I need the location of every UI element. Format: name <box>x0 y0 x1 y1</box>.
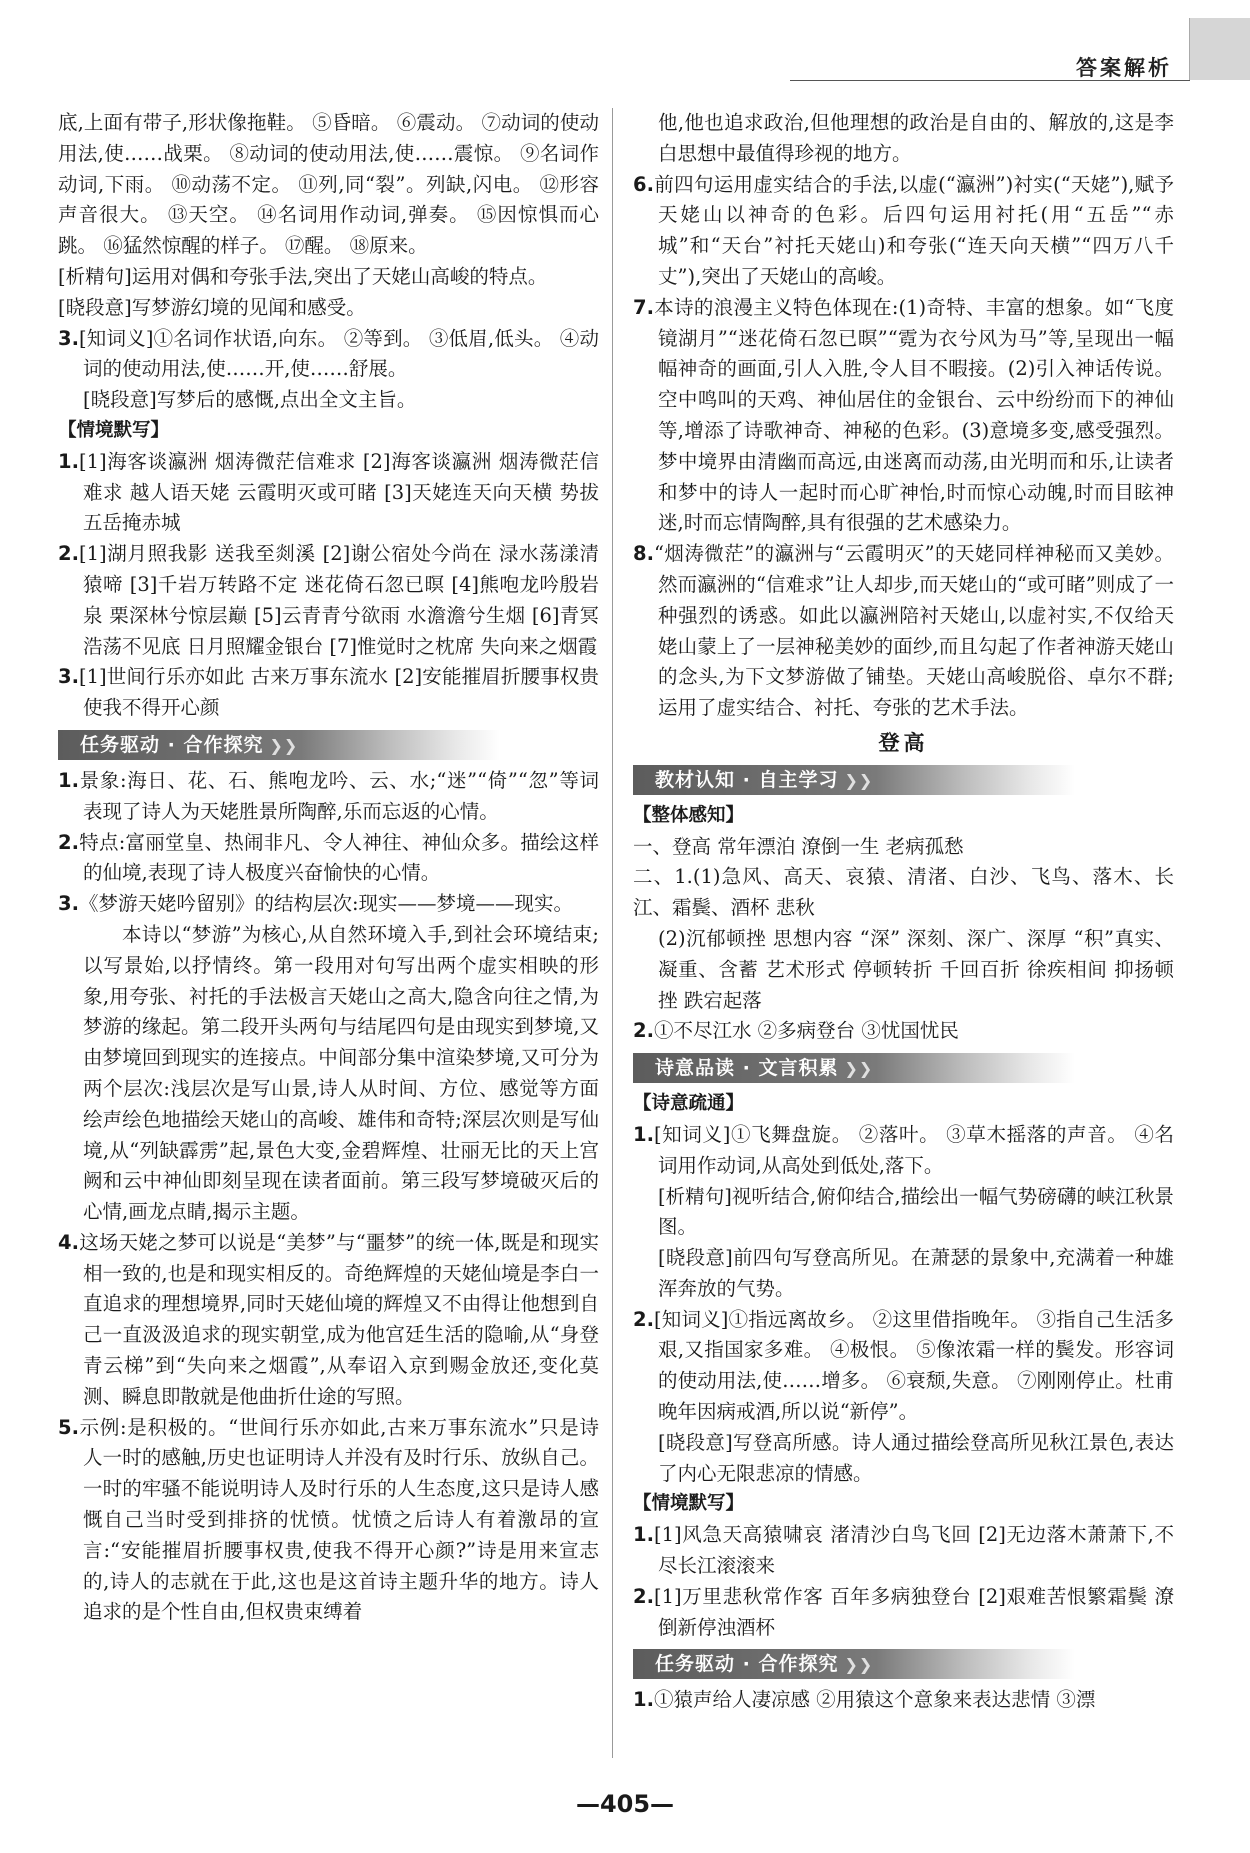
answer-item: 1.①猿声给人凄凉感 ②用猿这个意象来表达悲情 ③漂 <box>633 1688 1096 1712</box>
column-divider <box>612 108 613 1758</box>
answer-item: 1.[知词义]①飞舞盘旋。 ②落叶。 ③草木摇落的声音。 ④名词用作动词,从高处到低处,落下。 <box>633 1122 1174 1177</box>
answer-item: 8.“烟涛微茫”的瀛洲与“云霞明灭”的天姥同样神秘而又美妙。然而瀛洲的“信难求”让人却步,而天姥山的“或可睹”则成了一种强烈的诱惑。如此以瀛洲陪衬天姥山,以虚衬实,不仅给天姥山蒙上了一层神秘美妙的面纱,而且勾起了作者神游天姥山的念头,为下文梦游做了铺垫。天姥山高峻脱俗、卓尔不群;运用了虚实结合、衬托、夸张的艺术手法。 <box>633 542 1174 720</box>
chevron-right-icon: ❯❯ <box>269 735 299 755</box>
answer-item: 4.这场天姥之梦可以说是“美梦”与“噩梦”的统一体,既是和现实相一致的,也是和现实相反的。奇绝辉煌的天姥仙境是李白一直追求的理想境界,同时天姥仙境的辉煌又不由得让他想到自己一直汲汲追求的现实朝堂,成为他宫廷生活的隐喻,从“身登青云梯”到“失向来之烟霞”,从奉诏入京到赐金放还,变化莫测、瞬息即散就是他曲折仕途的写照。 <box>58 1230 599 1408</box>
answer-text: 本诗以“梦游”为核心,从自然环境入手,到社会环境结束;以写景始,以抒情终。第一段用对句写出两个虚实相映的形象,用夸张、衬托的手法极言天姥山之高大,隐含向往之情,为梦游的缘起。第二段开头两句与结尾四句是由现实到梦境,又由梦境回到现实的连接点。中间部分集中渲染梦境,又可分为两个层次:浅层次是写山景,诗人从时间、方位、感觉等方面绘声绘色地描绘天姥山的高峻、雄伟和奇特;深层次则是写仙境,从“列缺霹雳”起,景色大变,金碧辉煌、壮丽无比的天上宫阙和云中神仙即刻呈现在读者面前。第三段写梦境破灭后的心情,画龙点睛,揭示主题。 <box>83 922 599 1224</box>
answer-text: (2)沉郁顿挫 思想内容 “深” 深刻、深广、深厚 “积”真实、凝重、含蓄 艺术形式 停顿转折 千回百折 徐疾相间 抑扬顿挫 跌宕起落 <box>658 926 1174 1012</box>
answer-text: [析精句]运用对偶和夸张手法,突出了天姥山高峻的特点。 <box>58 264 548 288</box>
answer-text: [晓段意]写梦后的感慨,点出全文主旨。 <box>83 388 417 412</box>
answer-item: 2.[1]湖月照我影 送我至剡溪 [2]谢公宿处今尚在 渌水荡漾清猿啼 [3]千岩万转路不定 迷花倚石忽已暝 [4]熊咆龙吟殷岩泉 栗深林兮惊层巅 [5]云青青兮欲雨 水澹澹兮生烟 [6]青冥浩荡不见底 日月照耀金银台 [7]惟觉时之枕席 失向来之烟霞 <box>58 542 599 658</box>
chevron-right-icon: ❯❯ <box>844 1059 874 1079</box>
section-subheading: 【情境默写】 <box>633 1493 745 1515</box>
page-number: —405— <box>575 1790 675 1818</box>
poem-title: 登高 <box>878 730 929 755</box>
answer-item: 3.[知词义]①名词作状语,向东。 ②等到。 ③低眉,低头。 ④动词的使动用法,使……开,使……舒展。 <box>58 326 599 381</box>
answer-item: 1.[1]海客谈瀛洲 烟涛微茫信难求 [2]海客谈瀛洲 烟涛微茫信难求 越人语天姥 云霞明灭或可睹 [3]天姥连天向天横 势拔五岳掩赤城 <box>58 449 599 535</box>
right-column <box>633 108 1174 1716</box>
answer-item: 6.前四句运用虚实结合的手法,以虚(“瀛洲”)衬实(“天姥”),赋予天姥山以神奇的色彩。后四句运用衬托(用“五岳”“赤城”和“天台”衬托天姥山)和夸张(“连天向天横”“四万八千丈”),突出了天姥山的高峻。 <box>633 172 1174 288</box>
answer-item: 3.《梦游天姥吟留别》的结构层次:现实——梦境——现实。 <box>58 892 574 916</box>
section-subheading: 【整体感知】 <box>633 804 745 826</box>
answer-text: [晓段意]写登高所感。诗人通过描绘登高所见秋江景色,表达了内心无限悲凉的情感。 <box>658 1430 1174 1485</box>
corner-divider <box>1189 18 1190 80</box>
section-subheading: 【诗意疏通】 <box>633 1093 745 1115</box>
answer-item: 2.[1]万里悲秋常作客 百年多病独登台 [2]艰难苦恨繁霜鬓 潦倒新停浊酒杯 <box>633 1584 1174 1639</box>
answer-item: 5.示例:是积极的。“世间行乐亦如此,古来万事东流水”只是诗人一时的感触,历史也证明诗人并没有及时行乐、放纵自己。一时的牢骚不能说明诗人及时行乐的人生态度,这只是诗人感慨自己当时受到排挤的忧愤。忧愤之后诗人有着激昂的宣言:“安能摧眉折腰事权贵,使我不得开心颜?”诗是用来宣志的,诗人的志就在于此,这也是这首诗主题升华的地方。诗人追求的是个性自由,但权贵束缚着 <box>58 1415 599 1624</box>
answer-item: 2.[知词义]①指远离故乡。 ②这里借指晚年。 ③指自己生活多艰,又指国家多难。 ④极恨。 ⑤像浓霜一样的鬓发。形容词的使动用法,使……增多。 ⑥衰颓,失意。 ⑦刚刚停止。杜甫晚年因病戒酒,所以说“新停”。 <box>633 1307 1174 1424</box>
answer-item: 1.[1]风急天高猿啸哀 渚清沙白鸟飞回 [2]无边落木萧萧下,不尽长江滚滚来 <box>633 1523 1174 1578</box>
left-column <box>58 108 599 1628</box>
answer-text: [晓段意]写梦游幻境的见闻和感受。 <box>58 295 366 319</box>
section-subheading: 【情境默写】 <box>58 419 170 441</box>
chevron-right-icon: ❯❯ <box>844 770 874 790</box>
answer-text: [晓段意]前四句写登高所见。在萧瑟的景象中,充满着一种雄浑奔放的气势。 <box>658 1246 1174 1300</box>
section-banner: 任务驱动 · 合作探究 ❯❯ <box>58 730 500 760</box>
answer-text: 二、1.(1)急风、高天、哀猿、清渚、白沙、飞鸟、落木、长江、霜鬓、酒杯 悲秋 <box>633 865 1174 920</box>
running-header: 答案解析 <box>1076 56 1172 80</box>
answer-item: 7.本诗的浪漫主义特色体现在:(1)奇特、丰富的想象。如“飞度镜湖月”“迷花倚石忽已暝”“霓为衣兮风为马”等,呈现出一幅幅神奇的画面,引人入胜,令人目不暇接。(2)引入神话传说。空中鸣叫的天鸡、神仙居住的金银台、云中纷纷而下的神仙等,增添了诗歌神奇、神秘的色彩。(3)意境多变,感受强烈。梦中境界由清幽而高远,由迷离而动荡,由光明而和乐,让读者和梦中的诗人一起时而心旷神怡,时而惊心动魄,时而目眩神迷,时而忘情陶醉,具有很强的艺术感染力。 <box>633 295 1174 535</box>
section-banner: 任务驱动 · 合作探究 ❯❯ <box>633 1649 1075 1679</box>
answer-text: 底,上面有带子,形状像拖鞋。 ⑤昏暗。 ⑥震动。 ⑦动词的使动用法,使……战栗。 ⑧动词的使动用法,使……震惊。 ⑨名词作动词,下雨。 ⑩动荡不定。 ⑪列,同“裂”。列缺,闪电。 ⑫形容声音很大。 ⑬天空。 ⑭名词用作动词,弹奏。 ⑮因惊惧而心跳。 ⑯猛然惊醒的样子。 ⑰醒。 ⑱原来。 <box>58 111 599 258</box>
header-rule <box>790 80 1190 81</box>
answer-text: 一、登高 常年漂泊 潦倒一生 老病孤愁 <box>633 834 964 858</box>
answer-text: 他,他也追求政治,但他理想的政治是自由的、解放的,这是李白思想中最值得珍视的地方。 <box>658 111 1174 165</box>
answer-item: 1.景象:海日、花、石、熊咆龙吟、云、水;“迷”“倚”“忽”等词表现了诗人为天姥胜景所陶醉,乐而忘返的心情。 <box>58 768 599 823</box>
answer-item: 2.①不尽江水 ②多病登台 ③忧国忧民 <box>633 1019 959 1043</box>
section-banner: 诗意品读 · 文言积累 ❯❯ <box>633 1053 1075 1083</box>
answer-item: 2.特点:富丽堂皇、热闹非凡、令人神往、神仙众多。描绘这样的仙境,表现了诗人极度兴奋愉快的心情。 <box>58 830 599 885</box>
section-banner: 教材认知 · 自主学习 ❯❯ <box>633 765 1075 795</box>
answer-item: 3.[1]世间行乐亦如此 古来万事东流水 [2]安能摧眉折腰事权贵 使我不得开心颜 <box>58 665 599 720</box>
corner-tab <box>1190 18 1250 80</box>
answer-text: [析精句]视听结合,俯仰结合,描绘出一幅气势磅礴的峡江秋景图。 <box>658 1184 1174 1239</box>
chevron-right-icon: ❯❯ <box>844 1655 874 1675</box>
